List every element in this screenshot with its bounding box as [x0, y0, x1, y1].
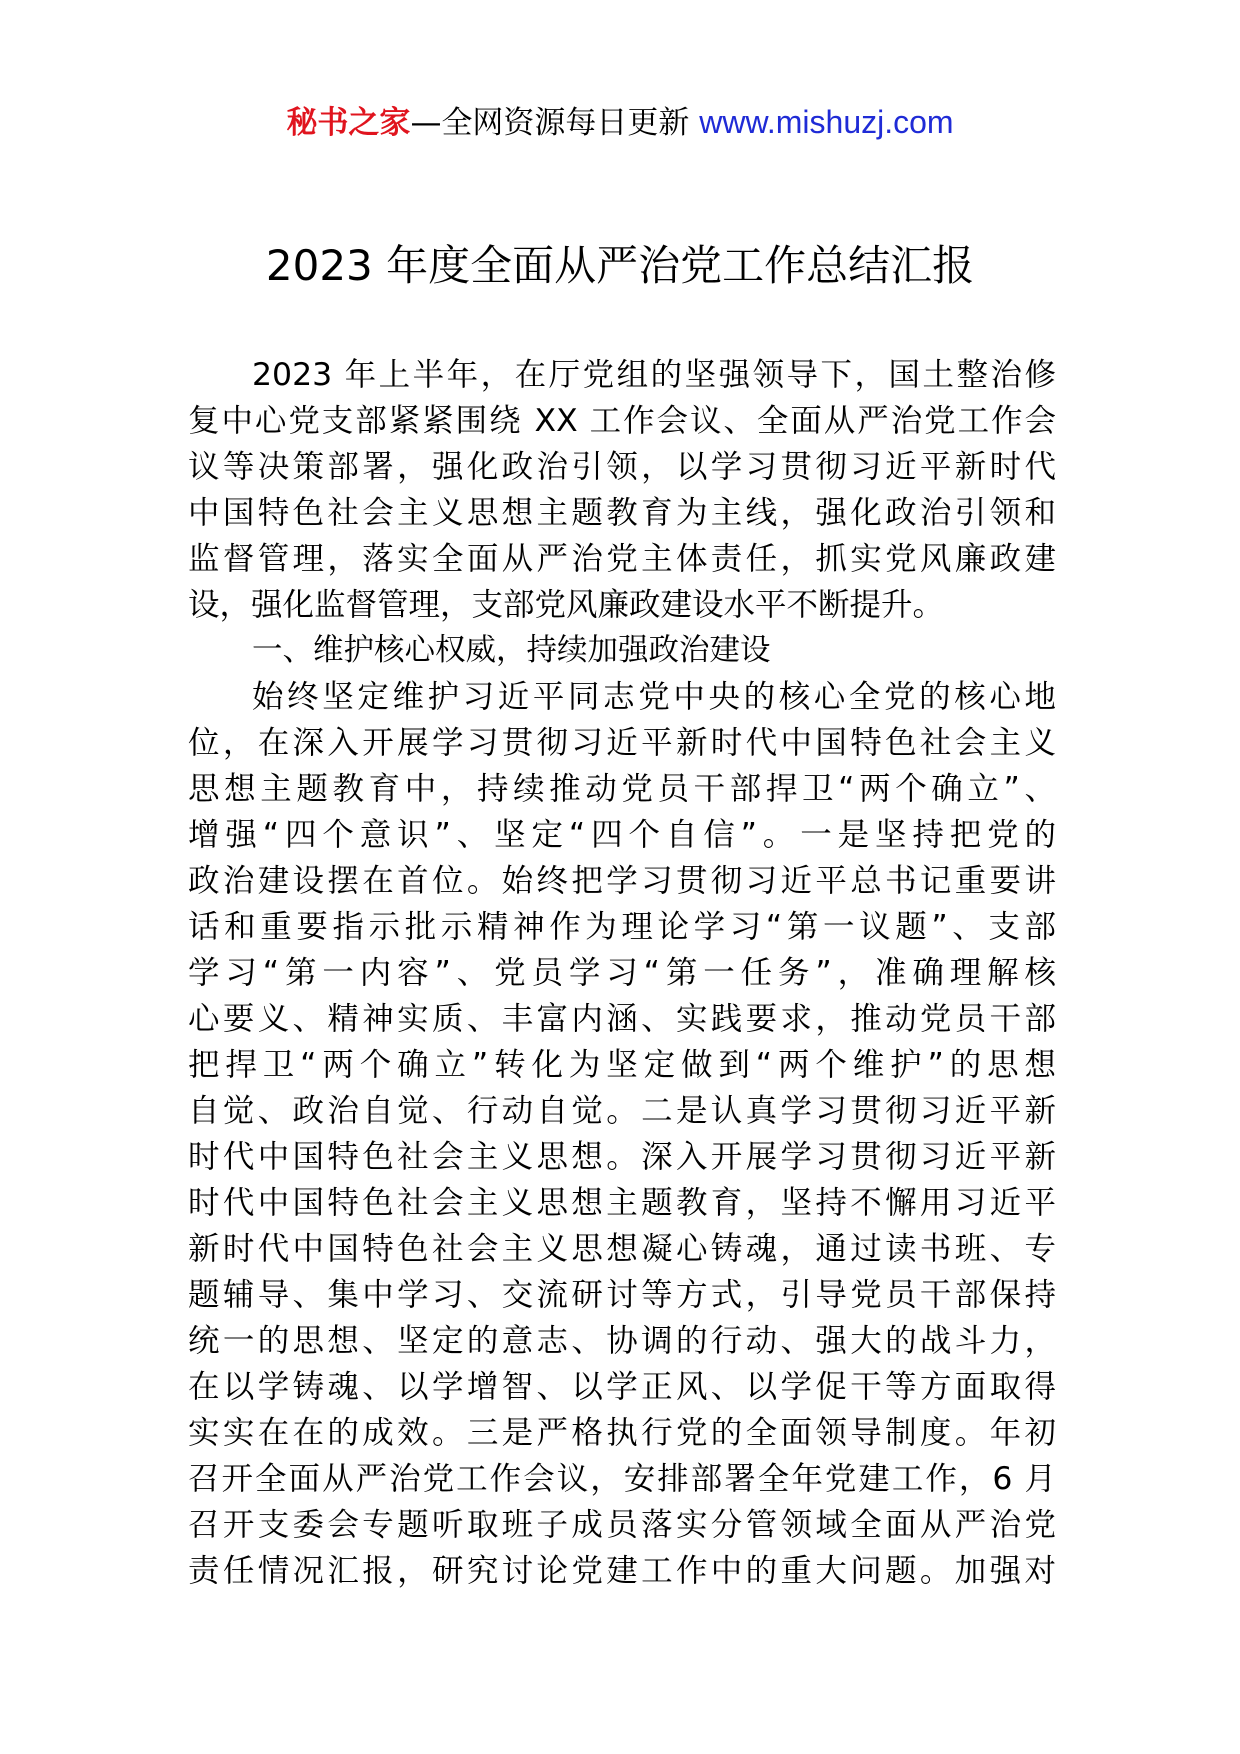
paragraph-line: 新时代中国特色社会主义思想凝心铸魂，通过读书班、专 [188, 1231, 1056, 1267]
paragraph-line: 位，在深入开展学习贯彻习近平新时代中国特色社会主义 [188, 725, 1056, 761]
paragraph-line: 统一的思想、坚定的意志、协调的行动、强大的战斗力， [188, 1323, 1056, 1359]
paragraph-line: 时代中国特色社会主义思想主题教育，坚持不懈用习近平 [188, 1185, 1056, 1221]
paragraph-line: 学习“第一内容”、党员学习“第一任务”，准确理解核 [188, 955, 1056, 991]
paragraph-line: 始终坚定维护习近平同志党中央的核心全党的核心地 [252, 679, 1056, 715]
paragraph-line: 在以学铸魂、以学增智、以学正风、以学促干等方面取得 [188, 1369, 1056, 1405]
paragraph-line: 增强“四个意识”、坚定“四个自信”。一是坚持把党的 [188, 817, 1056, 853]
paragraph-line: 话和重要指示批示精神作为理论学习“第一议题”、支部 [188, 909, 1056, 945]
paragraph-line: 监督管理，落实全面从严治党主体责任，抓实党风廉政建 [188, 541, 1056, 577]
paragraph-line: 心要义、精神实质、丰富内涵、实践要求，推动党员干部 [188, 1001, 1056, 1037]
document-body [188, 352, 1056, 1594]
paragraph-line: 召开支委会专题听取班子成员落实分管领域全面从严治党 [188, 1507, 1056, 1543]
paragraph-line: 题辅导、集中学习、交流研讨等方式，引导党员干部保持 [188, 1277, 1056, 1313]
site-brand-name: 秘书之家 [286, 105, 411, 141]
paragraph-line: 把捍卫“两个确立”转化为坚定做到“两个维护”的思想 [188, 1047, 1056, 1083]
paragraph-line: 实实在在的成效。三是严格执行党的全面领导制度。年初 [188, 1415, 1056, 1451]
paragraph-line: 思想主题教育中，持续推动党员干部捍卫“两个确立”、 [188, 771, 1056, 807]
document-title: 2023 年度全面从严治党工作总结汇报 [265, 241, 975, 290]
section-heading: 一、维护核心权威，持续加强政治建设 [252, 633, 771, 668]
site-header-banner [0, 100, 1240, 145]
site-slogan: —全网资源每日更新 [410, 105, 700, 141]
paragraph-line: 中国特色社会主义思想主题教育为主线，强化政治引领和 [188, 495, 1056, 531]
paragraph-line: 议等决策部署，强化政治引领，以学习贯彻习近平新时代 [188, 449, 1056, 485]
paragraph-line: 政治建设摆在首位。始终把学习贯彻习近平总书记重要讲 [188, 863, 1056, 899]
paragraph-line: 设，强化监督管理，支部党风廉政建设水平不断提升。 [188, 587, 945, 623]
paragraph-line: 召开全面从严治党工作会议，安排部署全年党建工作，6 月 [188, 1461, 1056, 1497]
paragraph-line: 2023 年上半年，在厅党组的坚强领导下，国土整治修 [252, 357, 1056, 393]
paragraph-line: 责任情况汇报，研究讨论党建工作中的重大问题。加强对 [188, 1553, 1056, 1589]
paragraph-line: 自觉、政治自觉、行动自觉。二是认真学习贯彻习近平新 [188, 1093, 1056, 1129]
paragraph-line: 复中心党支部紧紧围绕 XX 工作会议、全面从严治党工作会 [188, 403, 1056, 439]
site-url-link[interactable]: www.mishuzj.com [699, 104, 954, 140]
paragraph-line: 时代中国特色社会主义思想。深入开展学习贯彻习近平新 [188, 1139, 1056, 1175]
